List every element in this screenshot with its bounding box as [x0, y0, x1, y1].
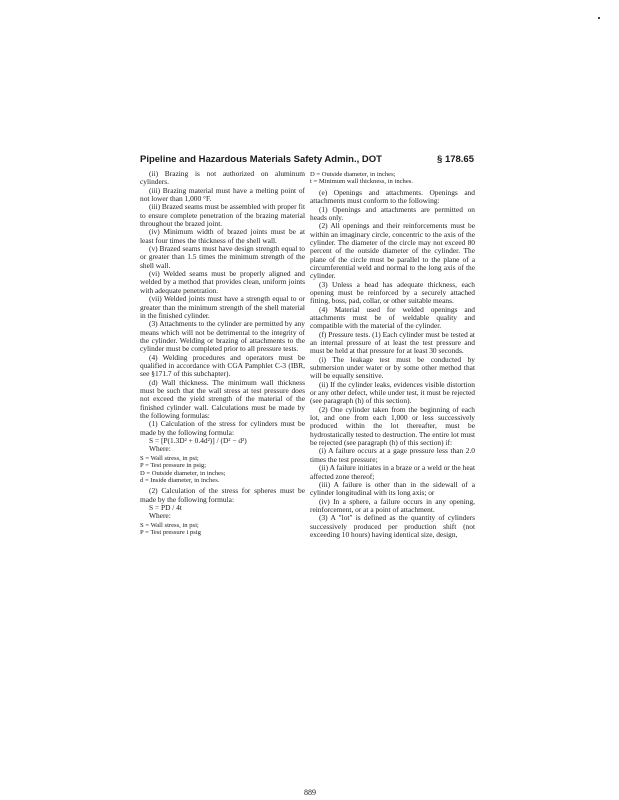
cylinder-stress-formula: S = [P(1.3D² + 0.4d²)] / (D² − d²)	[149, 436, 247, 445]
paragraph: (i) A failure occurs at a gage pressure less than 2.0 times the test pressure;	[310, 446, 475, 464]
paragraph: (ii) If the cylinder leaks, evidences visible distortion or any other defect, while under test, it must be rejected (see paragraph (h) of this section).	[310, 379, 475, 406]
paragraph: (ii) Brazing is not authorized on aluminum cylinders.	[140, 169, 305, 187]
paragraph: (3) Attachments to the cylinder are permitted by any means which will not be detrimental to the integrity of the cylinder. Welding or brazing of attachments to the cylinder must be completed prior to all pressure tests.	[140, 319, 305, 354]
paragraph: (iii) Brazed seams must be assembled with proper fit to ensure complete penetration of the brazing material throughout the brazed joint.	[140, 202, 305, 229]
paragraph: (v) Brazed seams must have design strength equal to or greater than 1.5 times the minimum strength of the shell wall.	[140, 244, 305, 270]
where-label: Where:	[149, 511, 171, 521]
paragraph: (vii) Welded joints must have a strength equal to or greater than the minimum strength of the shell material in the finished cylinder.	[140, 294, 305, 320]
header-title: Pipeline and Hazardous Materials Safety Admin., DOT	[140, 154, 382, 165]
definition-item: S = Wall stress, in psi;	[140, 521, 199, 529]
paragraph: (1) Openings and attachments are permitted on heads only.	[310, 204, 475, 222]
paragraph: (3) Unless a head has adequate thickness, each opening must be reinforced by a securely attached fitting, boss, pad, collar, or other suitable means.	[310, 279, 475, 306]
paragraph: (4) Material used for welded openings and attachments must be of weldable quality and compatible with the material of the cylinder.	[310, 304, 475, 331]
paragraph: (i) The leakage test must be conducted by submersion under water or by some other method that will be equally sensitive.	[310, 354, 475, 381]
right-column	[310, 170, 475, 539]
page-corner-mark	[598, 17, 600, 19]
variable-definitions	[140, 522, 305, 537]
header-section-number: § 178.65	[437, 154, 474, 165]
paragraph: (f) Pressure tests. (1) Each cylinder must be tested at an internal pressure of at least the test pressure and must be held at that pressure for at least 30 seconds.	[310, 329, 475, 356]
left-column	[140, 170, 305, 540]
variable-definitions	[310, 171, 475, 186]
running-header	[140, 154, 474, 168]
paragraph: (e) Openings and attachments. Openings and attachments must conform to the following:	[310, 187, 475, 206]
definition-item: D = Outside diameter, in inches;	[140, 469, 226, 477]
paragraph: (iv) Minimum width of brazed joints must be at least four times the thickness of the shell wall.	[140, 227, 305, 245]
paragraph: (d) Wall thickness. The minimum wall thickness must be such that the wall stress at test pressure does not exceed the yield strength of the material of the finished cylinder wall. Calculations must be made by the following formulas:	[140, 377, 305, 420]
variable-definitions	[140, 455, 305, 485]
definition-item: d = Inside diameter, in inches.	[140, 476, 220, 484]
paragraph: (ii) A failure initiates in a braze or a weld or the heat affected zone thereof;	[310, 463, 475, 481]
paragraph: (4) Welding procedures and operators must be qualified in accordance with CGA Pamphlet C-3 (IBR, see §171.7 of this subchapter).	[140, 352, 305, 379]
where-label: Where:	[149, 444, 171, 454]
paragraph: (iii) A failure is other than in the sidewall of a cylinder longitudinal with its long axis; or	[310, 479, 475, 498]
paragraph: (2) All openings and their reinforcements must be within an imaginary circle, concentric to the axis of the cylinder. The diameter of the circle may not exceed 80 percent of the outside diameter of the cylinder. The plane of the circle must be parallel to the plane of a circumferential weld and normal to the long axis of the cylinder.	[310, 221, 475, 281]
paragraph: (iv) In a sphere, a failure occurs in any opening, reinforcement, or at a point of attachment.	[310, 496, 475, 514]
page-number: 889	[304, 788, 316, 797]
paragraph: (2) One cylinder taken from the beginning of each lot, and one from each 1,000 or less successively produced within the lot thereafter, must be hydrostatically tested to destruction. The entire lot must be rejected (see paragraph (h) of this section) if:	[310, 404, 475, 448]
sphere-stress-formula: S = PD / 4t	[149, 503, 182, 512]
paragraph: (2) Calculation of the stress for spheres must be made by the following formula:	[140, 486, 305, 504]
paragraph: (iii) Brazing material must have a melting point of not lower than 1,000 °F.	[140, 185, 305, 204]
definition-item: P = Test pressure in psig;	[140, 462, 207, 470]
definition-item: t = Minimum wall thickness, in inches.	[310, 178, 413, 186]
paragraph: (3) A "lot" is defined as the quantity of cylinders successively produced per production shift (not exceeding 10 hours) having identical size, design,	[310, 513, 475, 539]
definition-item: S = Wall stress, in psi;	[140, 454, 199, 462]
paragraph: (vi) Welded seams must be properly aligned and welded by a method that provides clean, uniform joints with adequate penetration.	[140, 269, 305, 295]
definition-item: D = Outside diameter, in inches;	[310, 171, 396, 178]
definition-item: P = Test pressure i psig	[140, 529, 201, 537]
paragraph: (1) Calculation of the stress for cylinders must be made by the following formula:	[140, 419, 305, 437]
